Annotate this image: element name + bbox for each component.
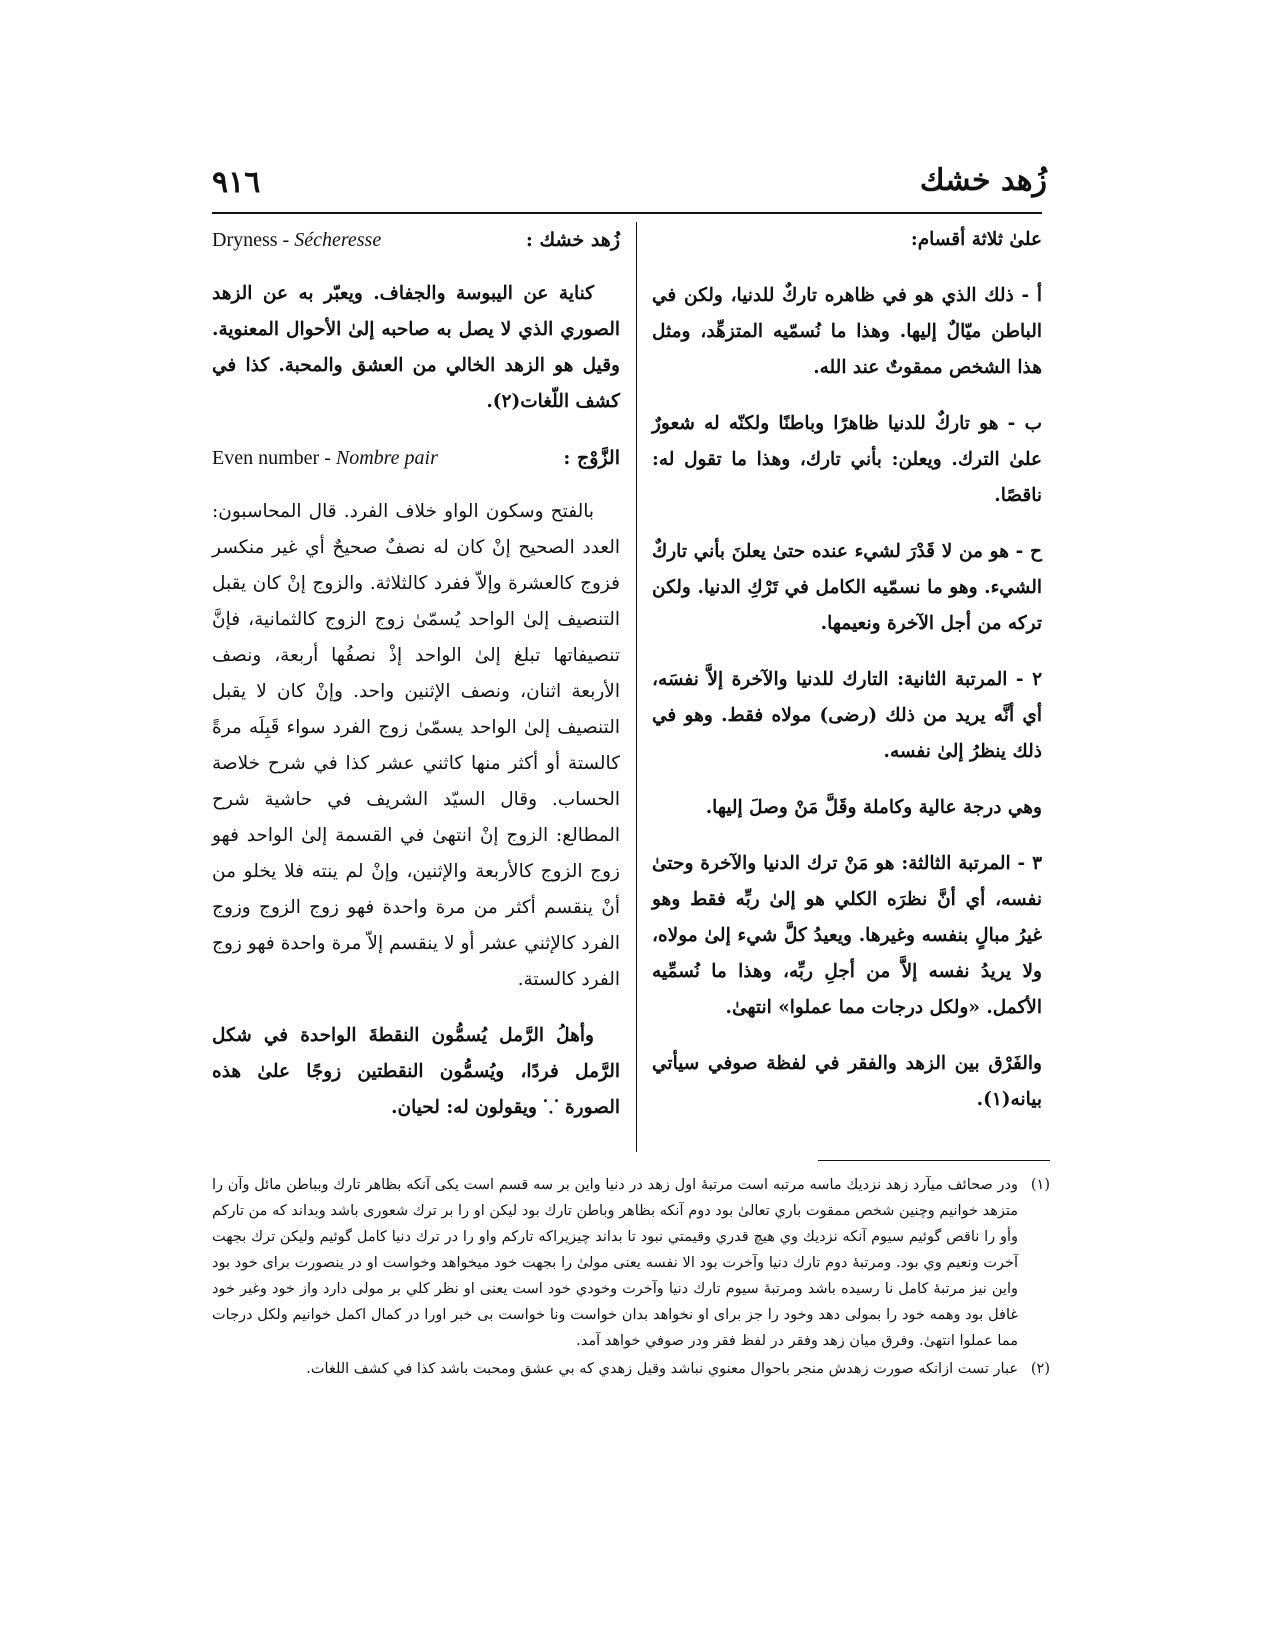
paragraph: علىٰ ثلاثة أقسام:: [910, 229, 1042, 250]
paragraph: أ - ذلك الذي هو في ظاهره تاركٌ للدنيا، ولكن في الباطن ميّالٌ إليها. وهذا ما نُسمّيه المتزهِّد، ومثل هذا الشخص ممقوتٌ عند الله.: [652, 285, 1042, 378]
footnote: [212, 1356, 1050, 1382]
paragraph: ح - هو من لا قَدْرَ لشيء عنده حتىٰ يعلنَ بأني تاركٌ الشيء. وهو ما نسمّيه الكامل في تَرْكِ الدنيا. ولكن تركه من أجل الآخرة ونعيمها.: [652, 541, 1042, 634]
left-column: [212, 222, 620, 1146]
entry-term-arabic: الزَّوْج :: [563, 447, 620, 469]
entry-definition: كناية عن اليبوسة والجفاف. ويعبّر به عن الزهد الصوري الذي لا يصل به صاحبه إلىٰ الأحوال المعنوية. وقيل هو الزهد الخالي من العشق والمحبة. كذا في كشف اللّغات(٢).: [212, 283, 620, 412]
paragraph: والفَرْق بين الزهد والفقر في لفظة صوفي سيأتي بيانه(١).: [652, 1053, 1042, 1110]
entry-term-translation: [212, 440, 438, 476]
entry-closing: وأهلُ الرَّمل يُسمُّون النقطةَ الواحدة في شكل الرَّمل فردًا، ويُسمُّون النقطتين زوجًا علىٰ هذه الصورة ⸪ ويقولون له: لحيان.: [212, 1025, 620, 1118]
paragraph: ب - هو تاركٌ للدنيا ظاهرًا وباطنًا ولكنّه له شعورٌ علىٰ الترك. ويعلن: بأني تارك، وهذا ما تقول له: ناقصًا.: [652, 413, 1042, 506]
entry-term-translation: [212, 222, 381, 258]
entry-heading-even-number: [212, 440, 620, 476]
footnotes: [212, 1172, 1050, 1384]
footnote-number: (٢): [1030, 1361, 1050, 1377]
entry-body: بالفتح وسكون الواو خلاف الفرد. قال المحاسبون: العدد الصحيح إنْ كان له نصفٌ صحيحٌ أي غير منكسر فزوج كالعشرة وإلاّ ففرد كالثلاثة. والزوج إنْ كان يقبل التنصيف إلىٰ الواحد يُسمّىٰ زوج الزوج كالثمانية، فإنَّ تنصيفاتها تبلغ إلىٰ الواحد إذْ نصفُها أربعة، ونصف الأربعة اثنان، ونصف الإثنين واحد. وإنْ كان لا يقبل التنصيف إلىٰ الواحد يسمّىٰ زوج الفرد سواء قَبِلَه مرةً كالستة أو أكثر منها كاثني عشر كذا في شرح خلاصة الحساب. وقال السيّد الشريف في حاشية شرح المطالع: الزوج إنْ انتهىٰ في القسمة إلىٰ الواحد فهو زوج الزوج كالأربعة والإثنين، وإنْ لم ينته فلا يخلو من أنْ ينقسم أكثر من مرة واحدة فهو زوج الزوج وزوج الفرد كالإثني عشر أو لا ينقسم إلاّ مرة واحدة فهو زوج الفرد كالستة.: [212, 501, 620, 990]
paragraph: ٣ - المرتبة الثالثة: هو مَنْ ترك الدنيا والآخرة وحتىٰ نفسه، أي أنَّ نظرَه الكلي هو إلىٰ ربِّه فقط وهو غيرُ مبالٍ بنفسه وغيرها. ويعيدُ كلَّ شيء إلىٰ مولاه، ولا يريدُ نفسه إلاَّ من أجلِ ربِّه، وهذا ما نُسمِّيه الأكمل. «ولكل درجات مما عملوا» انتهىٰ.: [652, 853, 1042, 1018]
french-term: Nombre pair: [335, 447, 438, 469]
footnote-number: (١): [1030, 1177, 1050, 1193]
term-separator: -: [277, 229, 295, 251]
footnote: [212, 1172, 1050, 1354]
french-term: Sécheresse: [294, 229, 382, 251]
footnote-text: عبار تست ازانكه صورت زهدش منجر باحوال معنوي نباشد وقيل زهدي كه بي عشق ومحبت باشد كذا في كشف اللغات.: [306, 1361, 1018, 1377]
english-term: Even number: [212, 447, 320, 469]
entry-term-arabic: زُهد خشك :: [525, 229, 620, 251]
footnote-text: ودر صحائف ميآرد زهد نزديك ماسه مرتبه است مرتبهٔ اول زهد در دنيا واين بر سه قسم است يكى آنكه بظاهر تارك وبباطن مائل وآن را متزهد خوانيم وچنين شخص ممقوت باري تعالىٰ بود دوم آنكه بظاهر وباطن تارك بود ليكن او را بر ترك شعورى باشد وبداند كه من تاركم وأو را ناقص گوئيم سيوم آنكه نزديك وي هيچ قدري وقيمتي نبود تا بداند چيزيراكه تاركم واو را در ترك دنيا كامل گوئيم وليكن ترك بجهت آخرت ونعيم وي بود. ومرتبهٔ دوم تارك دنيا وآخرت بود الا نفسه يعنى مولىٰ را بجهت خود ميخواهد وخواست او در ينصورت براى خود بود واين نيز مرتبهٔ كامل نا رسيده باشد ومرتبهٔ سيوم تارك دنيا وآخرت وخودي خود است يعنى او نظر كلي بر مولى دارد واز خود وغير خود غافل بود وهمه خود را بمولى دهد وخود را جز براى او نخواهد بدان خواست ونا خواست بى خبر اورا در كمال اكمل خوانيم ولكل درجات مما عملوا انتهىٰ. وفرق ميان زهد وفقر در لفظ فقر ودر صوفي خواهد آمد.: [212, 1177, 1018, 1349]
entry-heading-dryness: [212, 222, 620, 258]
running-header-entry: زُهد خشك: [919, 163, 1047, 198]
english-term: Dryness: [212, 229, 278, 251]
column-divider: [636, 222, 637, 1152]
term-separator: -: [319, 447, 336, 469]
paragraph: وهي درجة عالية وكاملة وقَلَّ مَنْ وصلَ إليها.: [705, 797, 1042, 818]
footnote-rule: [818, 1160, 1050, 1161]
paragraph: ٢ - المرتبة الثانية: التارك للدنيا والآخرة إلاَّ نفسَه، أي أنَّه يريد من ذلك (رضى) مولاه فقط. وهو في ذلك ينظرُ إلىٰ نفسه.: [652, 669, 1042, 762]
page-number: ٩١٦: [212, 165, 261, 200]
right-column: [652, 222, 1042, 1138]
header-rule: [212, 212, 1042, 214]
